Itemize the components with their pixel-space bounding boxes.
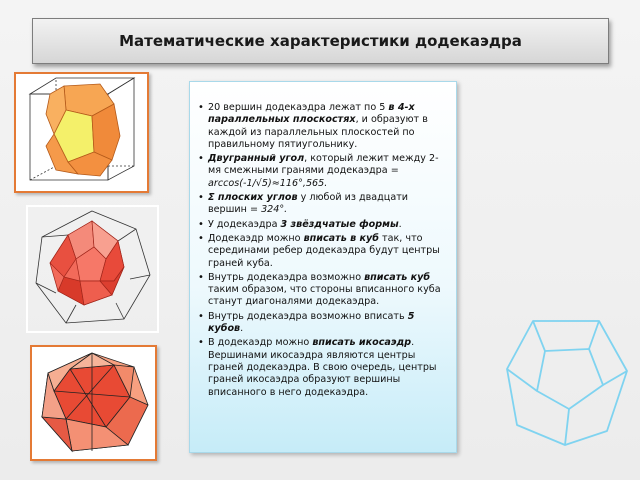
item-text: = arccos(-1/√5)≈116°,565.: [208, 165, 399, 189]
item-text: , который лежит между 2-мя смежными гранями додекаэдра: [208, 153, 439, 177]
emphasis-text: вписать куб: [364, 271, 431, 283]
dodecahedron-in-cube-image: [14, 72, 149, 193]
characteristic-item: [198, 153, 448, 190]
item-text: .: [398, 218, 402, 230]
item-text: Внутрь додекаэдра возможно вписать: [208, 310, 408, 322]
title-banner: [32, 18, 609, 64]
characteristic-item: [198, 219, 448, 231]
item-text: У додекаэдра: [208, 218, 281, 230]
item-text: Додекаэдр можно: [208, 232, 304, 244]
item-text: В додекаэдр можно: [208, 337, 313, 349]
item-text: так, что серединами ребер додекаэдра будут центры граней куба.: [208, 232, 440, 269]
dodecahedron-in-cube-illustration: [16, 74, 147, 191]
characteristic-item: [198, 272, 448, 309]
emphasis-text: вписать икосаэдр: [312, 337, 412, 349]
characteristic-item: [198, 192, 448, 217]
item-text: = 324°.: [249, 204, 288, 216]
emphasis-text: 3 звёздчатые формы: [280, 218, 399, 230]
item-text: Внутрь додекаэдра возможно: [208, 271, 365, 283]
icosahedron-in-dodecahedron-image: [30, 345, 157, 461]
characteristic-item: [198, 102, 448, 151]
item-text: таким образом, что стороны вписанного куба станут диагоналями додекаэдра.: [208, 284, 441, 308]
emphasis-text: в 4-х параллельных плоскостях: [208, 102, 415, 126]
item-text: 20 вершин додекаэдра лежат по 5: [208, 102, 389, 113]
item-text: у любой из двадцати вершин: [208, 192, 409, 216]
item-text: , и образуют в каждой из параллельных плоскостей по правильному пятиугольнику.: [208, 114, 428, 150]
dodecahedron-wireframe-illustration: [503, 313, 633, 449]
dodecahedron-with-inner-solid-illustration: [28, 207, 157, 331]
emphasis-text: 5 кубов: [208, 310, 415, 335]
emphasis-text: Двугранный угол: [208, 153, 305, 165]
emphasis-text: Σ плоских углов: [208, 192, 298, 204]
characteristic-item: [198, 311, 448, 336]
item-text: . Вершинами икосаэдра являются центры граней додекаэдра. В свою очередь, центры граней икосаэдра образуют вершины вписанного в него додекаэдра.: [208, 337, 437, 398]
characteristics-list: [198, 102, 448, 399]
characteristic-item: [198, 337, 448, 398]
page-title: Математические характеристики додекаэдра: [119, 32, 522, 50]
characteristic-item: [198, 233, 448, 270]
characteristics-panel: [189, 81, 457, 453]
emphasis-text: вписать в куб: [303, 232, 379, 244]
icosahedron-in-dodecahedron-illustration: [32, 347, 155, 459]
item-text: .: [240, 323, 244, 335]
dodecahedron-with-inner-solid-image: [26, 205, 159, 333]
